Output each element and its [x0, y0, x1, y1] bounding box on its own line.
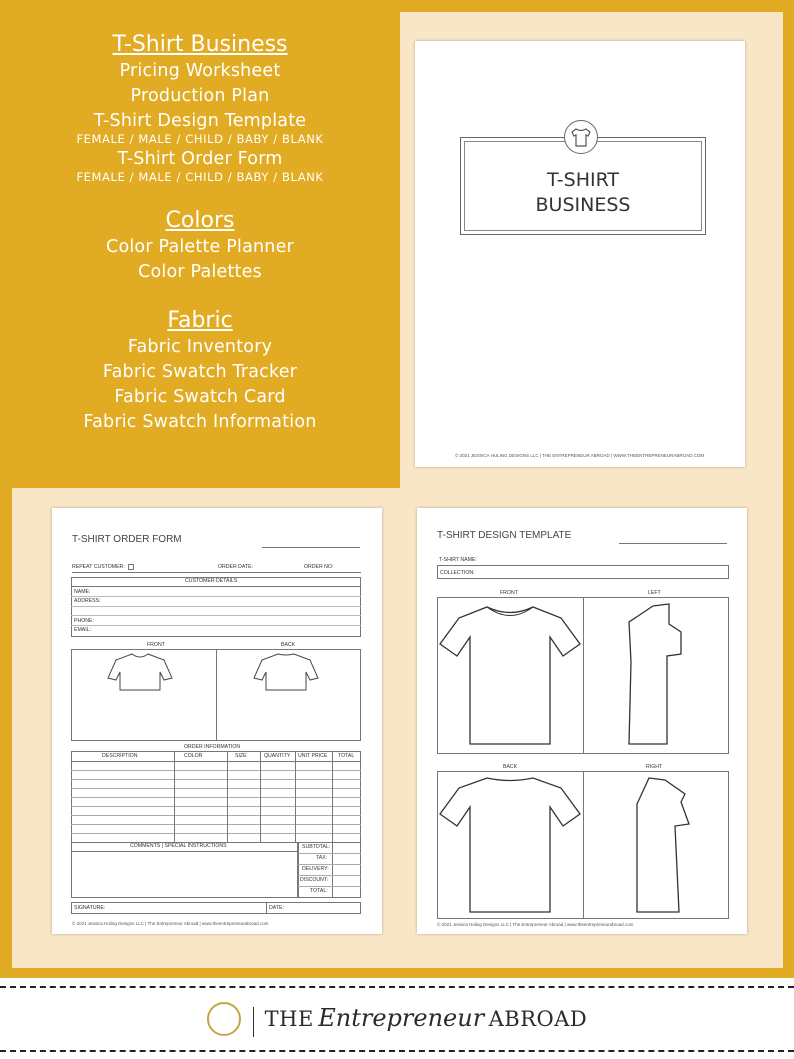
col-unit-price: UNIT PRICE [298, 753, 328, 759]
item-production-plan: Production Plan [130, 86, 270, 106]
cover-page [415, 41, 745, 467]
template-front-tshirt-sketch [437, 602, 583, 750]
order-back-tshirt-sketch [248, 652, 324, 692]
template-back-label: BACK [503, 764, 518, 770]
signature-box[interactable] [71, 902, 361, 914]
brand-part2: Entrepreneur [318, 1004, 485, 1032]
order-form-title: T-SHIRT ORDER FORM [72, 534, 182, 545]
brand-part3: ABROAD [488, 1007, 588, 1031]
order-no-label: ORDER NO: [304, 564, 334, 570]
contents-menu [0, 0, 400, 488]
order-information-heading: ORDER INFORMATION [184, 744, 241, 750]
front-label: FRONT [147, 642, 165, 648]
repeat-customer-checkbox[interactable] [128, 564, 134, 570]
brand-part1: THE [264, 1007, 314, 1031]
order-form-page [52, 508, 382, 934]
subtotal-label: SUBTOTAL: [302, 844, 331, 850]
item-pricing-worksheet: Pricing Worksheet [119, 61, 281, 81]
item-design-template-variants: FEMALE / MALE / CHILD / BABY / BLANK [76, 132, 324, 146]
phone-field[interactable]: PHONE: [74, 618, 94, 624]
collection-label: COLLECTION: [440, 570, 475, 576]
name-field[interactable]: NAME: [74, 589, 91, 595]
item-fabric-swatch-info: Fabric Swatch Information [83, 412, 317, 432]
item-color-palettes: Color Palettes [138, 262, 262, 282]
order-front-tshirt-sketch [102, 652, 178, 692]
cover-footer: © 2021 JESSICA HULING DESIGNS LLC | THE ENTREPRENEUR ABROAD | WWW.THEENTREPRENEURABROAD.COM [455, 453, 705, 458]
tshirt-name-label: T-SHIRT NAME: [439, 557, 477, 563]
brand-logo [0, 1004, 794, 1039]
tax-label: TAX: [316, 855, 328, 861]
design-template-title: T-SHIRT DESIGN TEMPLATE [437, 530, 572, 541]
cover-title-line2: BUSINESS [535, 194, 631, 216]
back-label: BACK [281, 642, 296, 648]
total-label: TOTAL: [310, 888, 328, 894]
address-field[interactable]: ADDRESS: [74, 598, 101, 604]
design-template-page [417, 508, 747, 934]
col-description: DESCRIPTION [102, 753, 138, 759]
design-template-footer: © 2021 Jessica Huling Designs LLC | The Entrepreneur Abroad | www.theentrepreneurabroad.com [437, 922, 634, 927]
brand-band [0, 978, 794, 1059]
item-fabric-swatch-tracker: Fabric Swatch Tracker [102, 362, 298, 382]
item-order-form-variants: FEMALE / MALE / CHILD / BABY / BLANK [76, 170, 324, 184]
col-total: TOTAL [338, 753, 355, 759]
discount-label: DISCOUNT: [300, 877, 328, 883]
cover-title-frame [460, 137, 706, 235]
delivery-label: DELIVERY: [302, 866, 329, 872]
template-right-tshirt-sketch [609, 774, 709, 916]
item-design-template: T-Shirt Design Template [93, 111, 307, 131]
globe-icon [207, 1002, 241, 1036]
col-quantity: QUANTITY [264, 753, 291, 759]
template-right-label: RIGHT [646, 764, 663, 770]
order-form-footer: © 2021 Jessica Huling Designs LLC | The Entrepreneur Abroad | www.theentrepreneurabroad.com [72, 921, 269, 926]
col-color: COLOR [184, 753, 203, 759]
email-field[interactable]: EMAIL: [74, 627, 92, 633]
date-label: DATE: [269, 905, 284, 911]
section-title-tshirt-business: T-Shirt Business [112, 32, 288, 57]
col-size: SIZE [235, 753, 247, 759]
item-fabric-swatch-card: Fabric Swatch Card [114, 387, 286, 407]
item-color-palette-planner: Color Palette Planner [106, 237, 294, 257]
comments-heading: COMMENTS | SPECIAL INSTRUCTIONS [130, 843, 227, 849]
template-front-label: FRONT [500, 590, 518, 596]
signature-label: SIGNATURE: [74, 905, 106, 911]
section-title-colors: Colors [165, 208, 235, 233]
item-order-form: T-Shirt Order Form [117, 149, 283, 169]
section-title-fabric: Fabric [167, 308, 233, 333]
customer-details-heading: CUSTOMER DETAILS [185, 578, 238, 584]
collection-field[interactable] [437, 565, 729, 579]
template-left-label: LEFT [648, 590, 661, 596]
template-back-tshirt-sketch [437, 774, 583, 916]
template-left-tshirt-sketch [609, 602, 709, 750]
order-date-label: ORDER DATE: [218, 564, 254, 570]
cover-title-line1: T-SHIRT [546, 169, 620, 191]
repeat-customer-label: REPEAT CUSTOMER: [72, 564, 125, 570]
item-fabric-inventory: Fabric Inventory [127, 337, 273, 357]
tshirt-icon [564, 120, 598, 154]
